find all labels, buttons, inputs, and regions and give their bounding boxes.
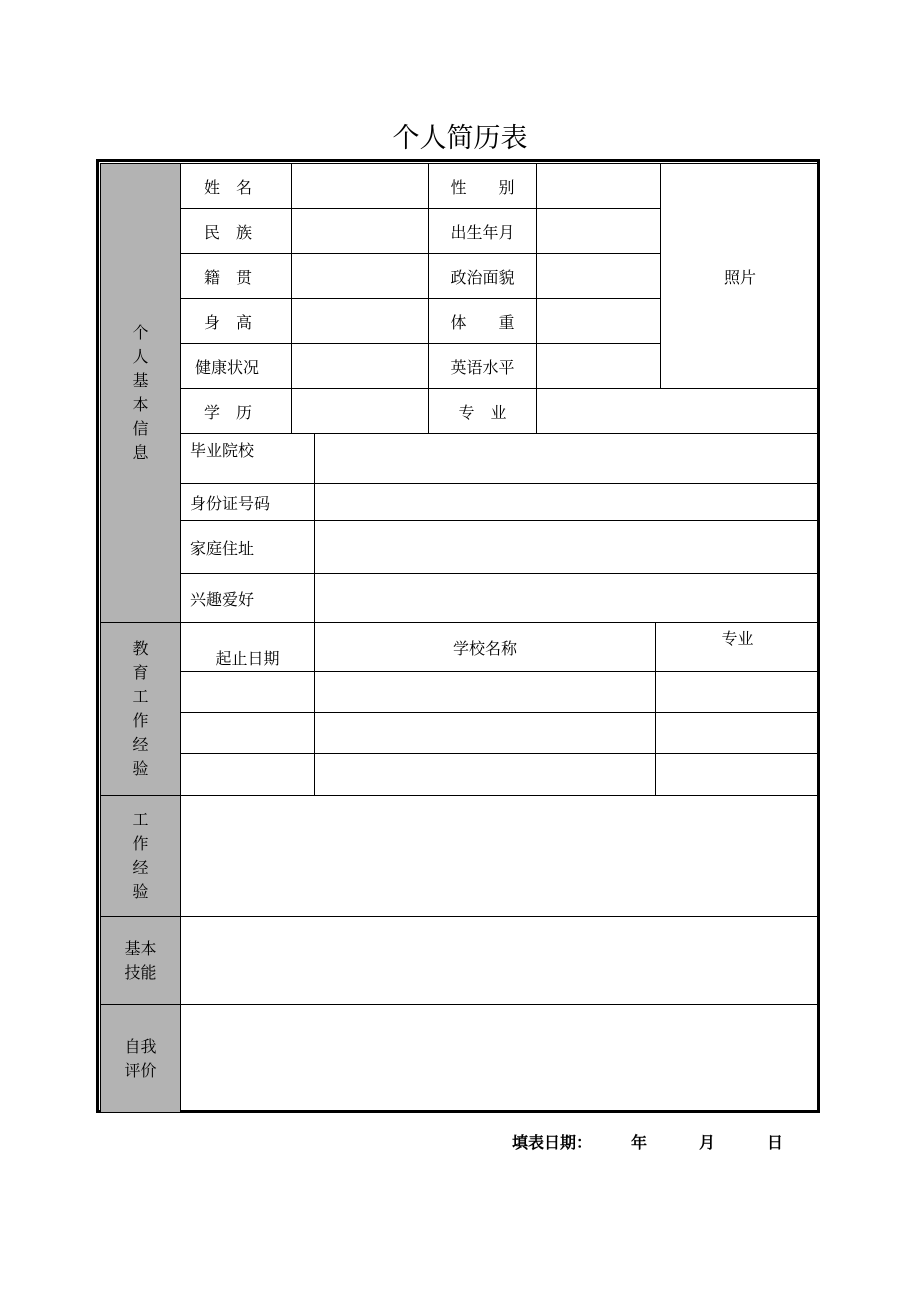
- edu-row-3-dates[interactable]: [180, 753, 315, 796]
- home-address-field[interactable]: [314, 520, 820, 574]
- weight-field[interactable]: [536, 298, 661, 344]
- label-english-level: 英语水平: [428, 343, 537, 389]
- edu-row-1-major[interactable]: [655, 671, 820, 713]
- section-self-evaluation-line2: 评价: [124, 1060, 157, 1080]
- section-basic-skills-line1: 基本: [124, 938, 157, 958]
- gender-field[interactable]: [536, 163, 661, 209]
- label-education-level: 学 历: [180, 388, 292, 434]
- section-work-experience: 工作经验: [100, 795, 181, 917]
- fill-date-day: 日: [767, 1133, 784, 1152]
- section-self-evaluation: [100, 1004, 181, 1113]
- label-hometown: 籍 贯: [180, 253, 292, 299]
- id-number-field[interactable]: [314, 483, 820, 521]
- label-id-number: 身份证号码: [180, 483, 315, 521]
- edu-row-2-school[interactable]: [314, 712, 656, 754]
- label-health: 健康状况: [180, 343, 292, 389]
- section-personal-info: 个人基本信息: [100, 163, 181, 623]
- fill-date-month: 月: [699, 1133, 716, 1152]
- edu-header-school: 学校名称: [314, 622, 656, 672]
- label-home-address: 家庭住址: [180, 520, 315, 574]
- page-title: 个人简历表: [392, 123, 528, 154]
- ethnicity-field[interactable]: [291, 208, 429, 254]
- education-level-field[interactable]: [291, 388, 429, 434]
- work-experience-field[interactable]: [180, 795, 820, 917]
- edu-row-1-school[interactable]: [314, 671, 656, 713]
- edu-row-2-dates[interactable]: [180, 712, 315, 754]
- label-gender: 性 别: [428, 163, 537, 209]
- political-status-field[interactable]: [536, 253, 661, 299]
- basic-skills-field[interactable]: [180, 916, 820, 1005]
- label-political-status: 政治面貌: [428, 253, 537, 299]
- label-ethnicity: 民 族: [180, 208, 292, 254]
- label-hobbies: 兴趣爱好: [180, 573, 315, 623]
- section-education-experience: 教育工作经验: [100, 622, 181, 796]
- english-level-field[interactable]: [536, 343, 661, 389]
- edu-header-major: 专业: [655, 622, 820, 672]
- section-basic-skills-line2: 技能: [124, 962, 157, 982]
- birth-date-field[interactable]: [536, 208, 661, 254]
- photo-box[interactable]: [660, 163, 820, 389]
- label-weight: 体 重: [428, 298, 537, 344]
- label-name: 姓 名: [180, 163, 292, 209]
- photo-label: 照片: [723, 267, 756, 287]
- label-graduated-school: 毕业院校: [180, 433, 315, 484]
- edu-row-3-major[interactable]: [655, 753, 820, 796]
- edu-row-2-major[interactable]: [655, 712, 820, 754]
- fill-date-label: 填表日期：: [512, 1133, 593, 1152]
- edu-header-dates: 起止日期: [180, 622, 315, 672]
- edu-row-1-dates[interactable]: [180, 671, 315, 713]
- label-major: 专 业: [428, 388, 537, 434]
- label-height: 身 高: [180, 298, 292, 344]
- edu-row-3-school[interactable]: [314, 753, 656, 796]
- height-field[interactable]: [291, 298, 429, 344]
- graduated-school-field[interactable]: [314, 433, 820, 484]
- hometown-field[interactable]: [291, 253, 429, 299]
- section-basic-skills: [100, 916, 181, 1005]
- health-field[interactable]: [291, 343, 429, 389]
- self-evaluation-field[interactable]: [180, 1004, 820, 1113]
- major-field[interactable]: [536, 388, 820, 434]
- name-field[interactable]: [291, 163, 429, 209]
- label-birth-date: 出生年月: [428, 208, 537, 254]
- section-self-evaluation-line1: 自我: [124, 1036, 157, 1056]
- fill-date-year: 年: [631, 1133, 648, 1152]
- hobbies-field[interactable]: [314, 573, 820, 623]
